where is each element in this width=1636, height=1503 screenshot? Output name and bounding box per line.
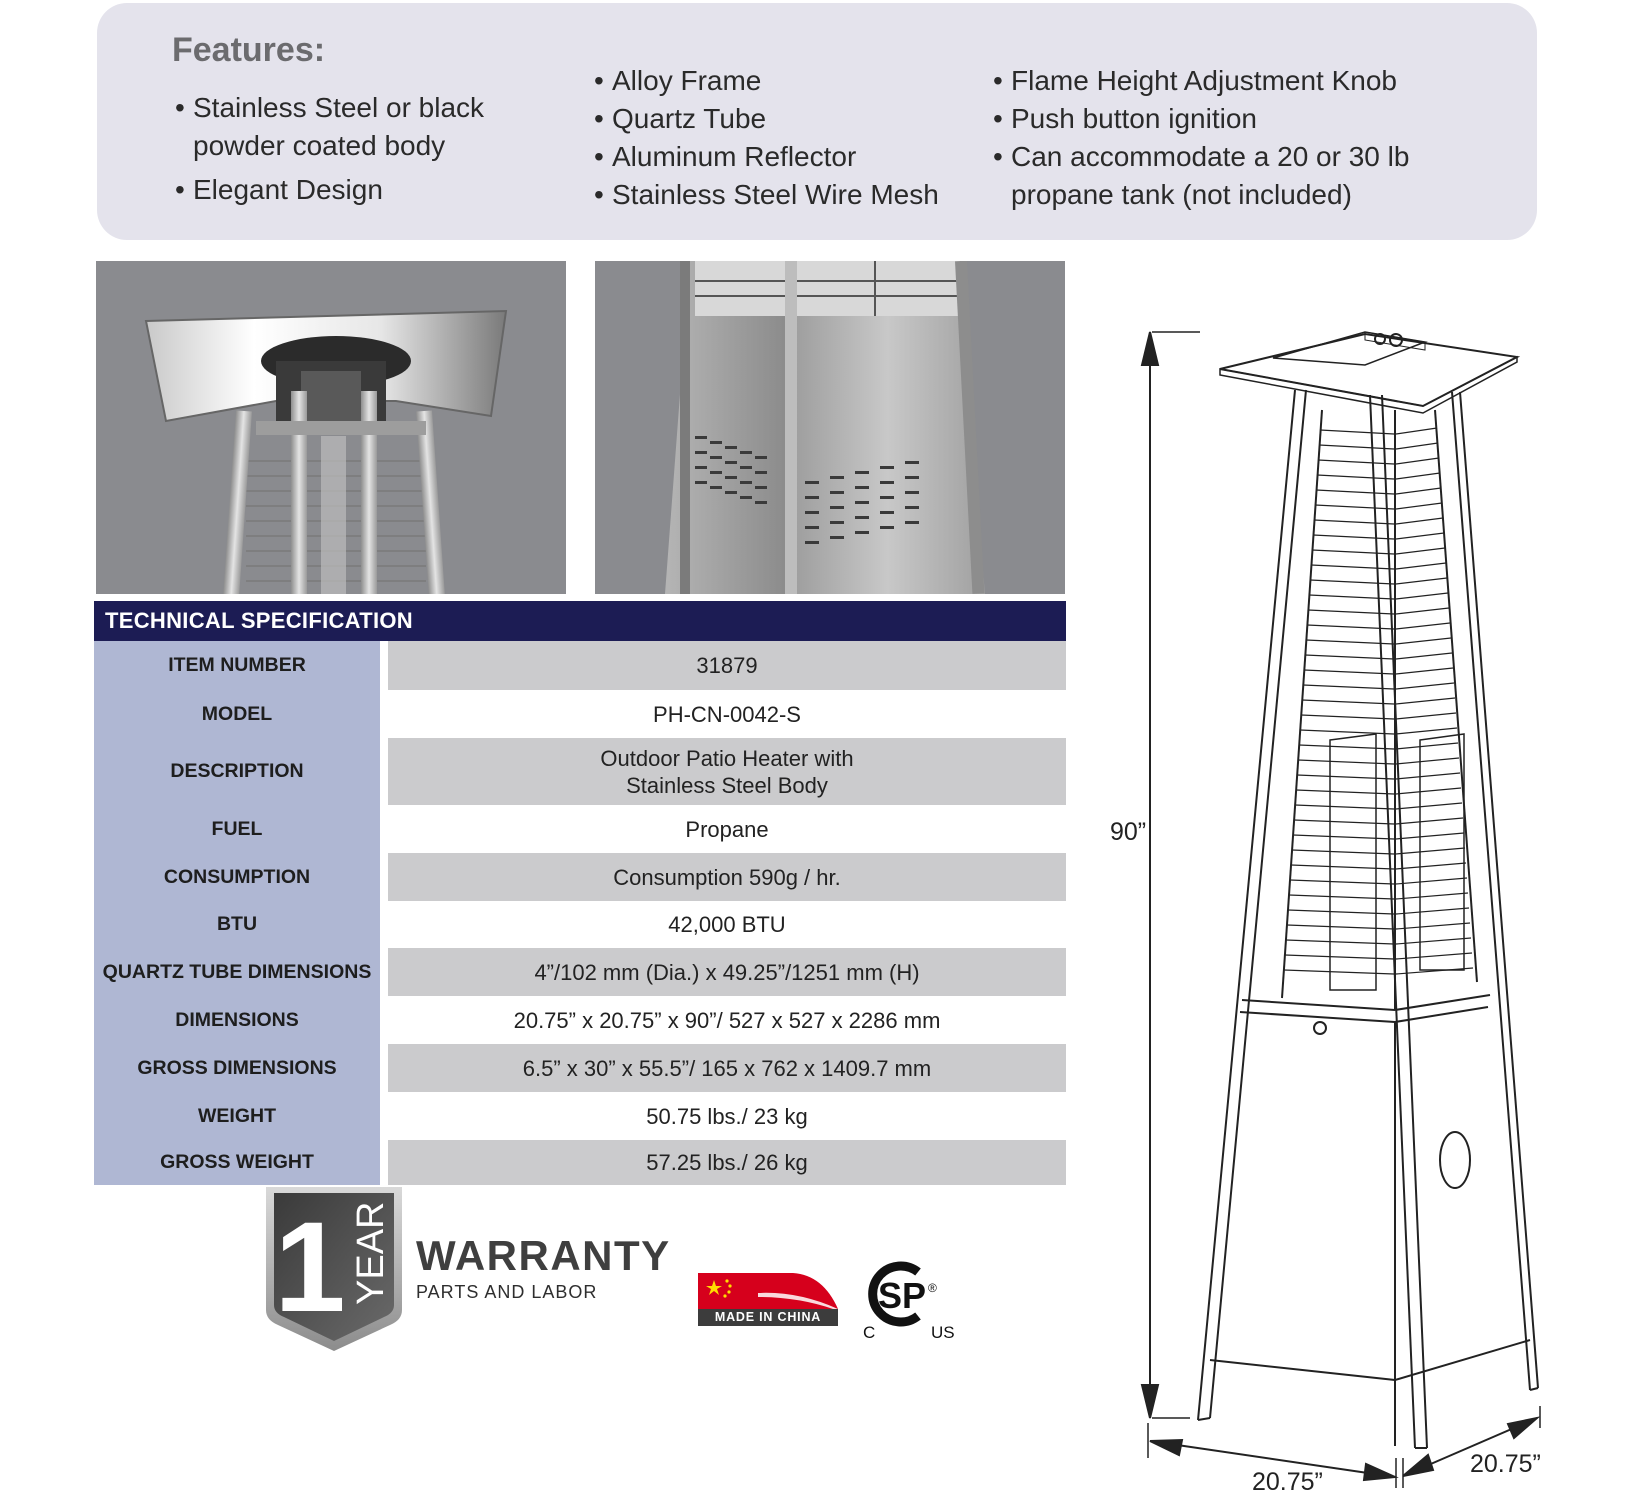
features-panel xyxy=(97,3,1537,240)
spec-value xyxy=(388,901,1066,948)
feature-item: • Can accommodate a 20 or 30 lb propane tank (not included) xyxy=(993,138,1463,214)
feature-item: • Stainless Steel Wire Mesh xyxy=(594,176,994,214)
spec-value xyxy=(388,853,1066,901)
csa-registered-mark: ® xyxy=(928,1281,937,1295)
heater-dimension-diagram xyxy=(1090,310,1636,1503)
spec-row-quartz-tube xyxy=(94,948,1066,996)
spec-value-text: 57.25 lbs./ 26 kg xyxy=(646,1150,808,1175)
spec-row-gross-dimensions xyxy=(94,1044,1066,1092)
spec-value-text: Outdoor Patio Heater with xyxy=(600,745,854,771)
spec-header: TECHNICAL SPECIFICATION xyxy=(94,601,1066,641)
width-dimension-label-left: 20.75” xyxy=(1252,1468,1323,1496)
width-dimension-label-right: 20.75” xyxy=(1470,1450,1541,1478)
features-column-2 xyxy=(594,62,994,214)
warranty-number: 1 xyxy=(274,1196,346,1339)
csa-c-label: C xyxy=(863,1323,876,1342)
spec-value xyxy=(388,641,1066,690)
warranty-title: WARRANTY xyxy=(416,1232,671,1279)
spec-row-dimensions xyxy=(94,996,1066,1044)
features-column-3 xyxy=(993,62,1463,214)
spec-label: MODEL xyxy=(201,702,273,725)
spec-label: BTU xyxy=(216,913,258,935)
spec-value-text: 50.75 lbs./ 23 kg xyxy=(646,1103,808,1129)
spec-value-text: 31879 xyxy=(696,653,758,678)
spec-label: ITEM NUMBER xyxy=(168,654,306,676)
spec-value-text: 42,000 BTU xyxy=(668,912,786,937)
spec-label: WEIGHT xyxy=(198,1104,276,1127)
feature-item: • Flame Height Adjustment Knob xyxy=(993,62,1463,100)
spec-row-weight xyxy=(94,1092,1066,1140)
heater-base-photo xyxy=(595,261,1065,594)
spec-row-btu xyxy=(94,901,1066,948)
spec-row-gross-weight xyxy=(94,1140,1066,1185)
spec-value xyxy=(388,690,1066,738)
feature-item: • Stainless Steel or black powder coated body xyxy=(175,89,535,165)
spec-value xyxy=(388,738,1066,805)
height-dimension-label: 90” xyxy=(1110,818,1147,846)
spec-value xyxy=(388,805,1066,853)
spec-value xyxy=(388,1092,1066,1140)
spec-label: DESCRIPTION xyxy=(170,760,304,782)
warranty-text-block xyxy=(416,1232,671,1303)
feature-item: • Aluminum Reflector xyxy=(594,138,994,176)
spec-label: QUARTZ TUBE DIMENSIONS xyxy=(102,960,372,983)
spec-row-consumption xyxy=(94,853,1066,901)
feature-item: • Quartz Tube xyxy=(594,100,994,138)
spec-value-text: Stainless Steel Body xyxy=(626,772,828,798)
warranty-subtitle: PARTS AND LABOR xyxy=(416,1282,598,1302)
spec-label: GROSS WEIGHT xyxy=(160,1151,314,1173)
spec-label: CONSUMPTION xyxy=(163,865,311,888)
spec-value-text: 6.5” x 30” x 55.5”/ 165 x 762 x 1409.7 mm xyxy=(522,1055,932,1081)
csa-mark-text: SP xyxy=(877,1275,927,1316)
spec-row-fuel xyxy=(94,805,1066,853)
csa-us-label: US xyxy=(931,1323,955,1342)
features-heading: Features: xyxy=(172,31,326,69)
spec-value-text: 4”/102 mm (Dia.) x 49.25”/1251 mm (H) xyxy=(534,959,920,985)
spec-value-text: Consumption 590g / hr. xyxy=(613,864,841,890)
warranty-year-text: YEAR xyxy=(350,1201,392,1305)
spec-row-description xyxy=(94,738,1066,805)
spec-label: DIMENSIONS xyxy=(175,1008,299,1031)
feature-item: • Alloy Frame xyxy=(594,62,994,100)
made-in-china-label: MADE IN CHINA xyxy=(698,1309,838,1326)
feature-item: • Elegant Design xyxy=(175,171,535,209)
spec-label: FUEL xyxy=(211,817,263,840)
spec-value xyxy=(388,948,1066,996)
china-flag-icon xyxy=(698,1273,840,1314)
spec-value xyxy=(388,996,1066,1044)
spec-row-model xyxy=(94,690,1066,738)
spec-value xyxy=(388,1140,1066,1185)
spec-value xyxy=(388,1044,1066,1092)
spec-value-text: 20.75” x 20.75” x 90”/ 527 x 527 x 2286 mm xyxy=(513,1007,941,1033)
spec-value-text: PH-CN-0042-S xyxy=(653,701,801,727)
warranty-shield-icon xyxy=(262,1185,406,1358)
spec-value-text: Propane xyxy=(685,816,769,842)
spec-label: GROSS DIMENSIONS xyxy=(137,1056,337,1079)
feature-item: • Push button ignition xyxy=(993,100,1463,138)
spec-row-item-number xyxy=(94,641,1066,690)
features-column-1 xyxy=(175,89,535,215)
heater-top-photo xyxy=(96,261,566,594)
